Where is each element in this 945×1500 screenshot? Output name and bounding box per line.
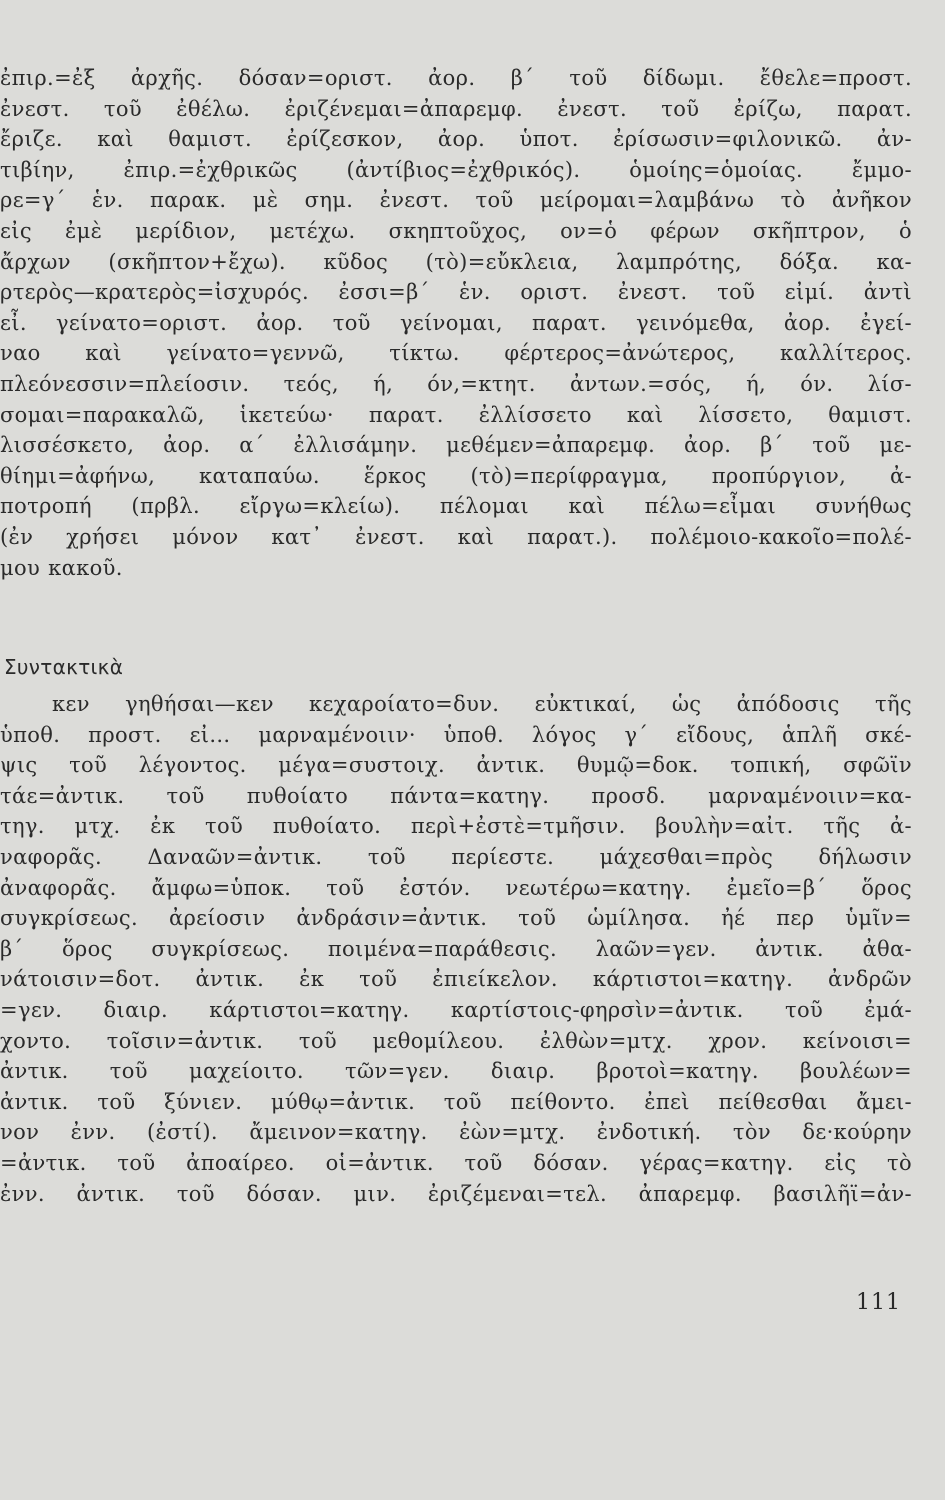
text-line: ἐνεστ. τοῦ ἐθέλω. ἐριζένεμαι=ἀπαρεμφ. ἐνεστ. τοῦ ἐρίζω, παρατ. — [0, 96, 912, 121]
text-line: ἔριζε. καὶ θαμιστ. ἐρίζεσκον, ἀορ. ὑποτ. ἐρίσωσιν=φιλονικῶ. ἀν- — [0, 127, 912, 152]
text-line: ποτροπή (πρβλ. εἴργω=κλείω). πέλομαι καὶ πέλω=εἶμαι συνήθως — [0, 494, 912, 519]
text-line: ναο καὶ γείνατο=γεννῶ, τίκτω. φέρτερος=ἀνώτερος, καλλίτερος. — [0, 341, 912, 366]
text-line: θίημι=ἀφήνω, καταπαύω. ἕρκος (τὸ)=περίφραγμα, προπύργιον, ἀ- — [0, 463, 912, 488]
text-line: ἀντικ. τοῦ ξύνιεν. μύθῳ=ἀντικ. τοῦ πείθοντο. ἐπεὶ πείθεσθαι ἄμει- — [0, 1089, 912, 1114]
text-line: ἐπιρ.=ἐξ ἀρχῆς. δόσαν=οριστ. ἀορ. β΄ τοῦ δίδωμι. ἔθελε=προστ. — [0, 66, 912, 90]
text-line: εἶ. γείνατο=οριστ. ἀορ. τοῦ γείνομαι, παρατ. γεινόμεθα, ἀορ. ἐγεί- — [0, 310, 912, 335]
text-line: ἐνν. ἀντικ. τοῦ δόσαν. μιν. ἐριζέμεναι=τελ. ἀπαρεμφ. βασιλῆϊ=ἀν- — [0, 1181, 912, 1206]
text-line: ἀντικ. τοῦ μαχείοιτο. τῶν=γεν. διαιρ. βροτοὶ=κατηγ. βουλέων= — [0, 1059, 912, 1084]
text-line: ἄρχων (σκῆπτον+ἔχω). κῦδος (τὸ)=εὔκλεια, λαμπρότης, δόξα. κα- — [0, 249, 912, 274]
text-line: τάε=ἀντικ. τοῦ πυθοίατο πάντα=κατηγ. προσδ. μαρναμένοιιν=κα- — [0, 783, 912, 808]
text-line: κεν γηθήσαι—κεν κεχαροίατο=δυν. εὐκτικαί, ὡς ἀπόδοσις τῆς — [52, 692, 912, 716]
text-line: σομαι=παρακαλῶ, ἱκετεύω· παρατ. ἐλλίσσετο καὶ λίσσετο, θαμιστ. — [0, 402, 912, 427]
text-line: ναφορᾶς. Δαναῶν=ἀντικ. τοῦ περίεστε. μάχεσθαι=πρὸς δήλωσιν — [0, 844, 912, 869]
text-line: ρτερὸς—κρατερὸς=ἰσχυρός. ἐσσι=β΄ ἑν. οριστ. ἐνεστ. τοῦ εἰμί. ἀντὶ — [0, 280, 912, 305]
text-line: =γεν. διαιρ. κάρτιστοι=κατηγ. καρτίστοις-φηρσὶν=ἀντικ. τοῦ ἐμά- — [0, 997, 912, 1022]
vocabulary-paragraph — [0, 63, 912, 583]
text-line: πλεόνεσσιν=πλείοσιν. τεός, ή, όν,=κτητ. ἀντων.=σός, ή, όν. λίσ- — [0, 371, 912, 396]
text-line: εἰς ἐμὲ μερίδιον, μετέχω. σκηπτοῦχος, ον=ὁ φέρων σκῆπτρον, ὁ — [0, 218, 912, 243]
text-line: νον ἐνν. (ἐστί). ἄμεινον=κατηγ. ἐὼν=μτχ. ἐνδοτική. τὸν δε·κούρην — [0, 1120, 912, 1145]
section-heading: Συντακτικὰ — [4, 655, 124, 679]
text-line: μου κακοῦ. — [0, 555, 123, 580]
text-line: β΄ ὅρος συγκρίσεως. ποιμένα=παράθεσις. λαῶν=γεν. ἀντικ. ἀθα- — [0, 936, 912, 961]
text-line: =ἀντικ. τοῦ ἀποαίρεο. οἱ=ἀντικ. τοῦ δόσαν. γέρας=κατηγ. εἰς τὸ — [0, 1150, 912, 1175]
text-line: τηγ. μτχ. ἐκ τοῦ πυθοίατο. περὶ+ἐστὲ=τμῆσιν. βουλὴν=αἰτ. τῆς ἀ- — [0, 814, 912, 839]
text-line: (ἐν χρήσει μόνον κατ᾽ ἐνεστ. καὶ παρατ.). πολέμοιο-κακοῖο=πολέ- — [0, 524, 912, 549]
page-number: 111 — [856, 1290, 901, 1315]
text-line: χοντο. τοῖσιν=ἀντικ. τοῦ μεθομίλεου. ἐλθὼν=μτχ. χρον. κείνοισι= — [0, 1028, 912, 1053]
text-line: ὑποθ. προστ. εἰ... μαρναμένοιιν· ὑποθ. λόγος γ΄ εἴδους, ἁπλῆ σκέ- — [0, 722, 912, 747]
text-line: ρε=γ΄ ἑν. παρακ. μὲ σημ. ἐνεστ. τοῦ μείρομαι=λαμβάνω τὸ ἀνῆκον — [0, 188, 912, 213]
text-line: ψις τοῦ λέγοντος. μέγα=συστοιχ. ἀντικ. θυμῷ=δοκ. τοπική, σφῶϊν — [0, 753, 912, 778]
syntax-paragraph — [0, 689, 912, 1209]
text-line: νάτοισιν=δοτ. ἀντικ. ἐκ τοῦ ἐπιείκελον. κάρτιστοι=κατηγ. ἀνδρῶν — [0, 967, 912, 992]
text-line: συγκρίσεως. ἀρείοσιν ἀνδράσιν=ἀντικ. τοῦ ὡμίλησα. ἠέ περ ὑμῖν= — [0, 906, 912, 931]
text-line: ἀναφορᾶς. ἄμφω=ὑποκ. τοῦ ἐστόν. νεωτέρω=κατηγ. ἐμεῖο=β΄ ὅρος — [0, 875, 912, 900]
text-line: τιβίην, ἐπιρ.=ἐχθρικῶς (ἀντίβιος=ἐχθρικός). ὁμοίης=ὁμοίας. ἔμμο- — [0, 157, 912, 182]
text-line: λισσέσκετο, ἀορ. α΄ ἐλλισάμην. μεθέμεν=ἀπαρεμφ. ἀορ. β΄ τοῦ με- — [0, 433, 912, 458]
